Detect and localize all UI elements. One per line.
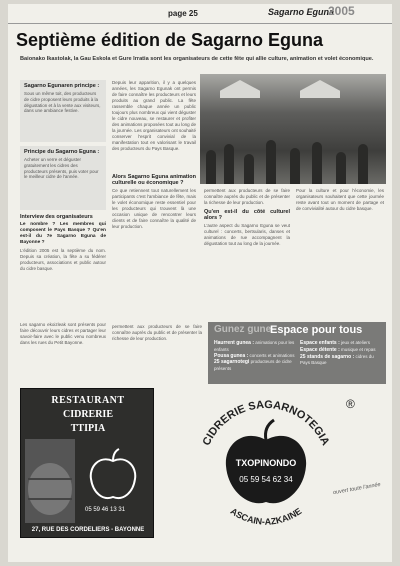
- info-box-rules: [20, 146, 106, 210]
- person-shape: [244, 154, 254, 184]
- column-text: Ce que retiennent tout naturellement les participants c'est l'ambiance de fête, mais le volet économique reste essentiel pour les producteurs qui trouvent là une occasion unique de rencontrer leurs clients et de faire connaître la qualité de leur production.: [112, 188, 196, 229]
- person-shape: [224, 144, 234, 184]
- article-column-4: Pour la culture et pour l'économie, les organisateurs souhaitent que cette journée reste avant tout un moment de partage et de convivialité autour du cidre basque.: [296, 188, 384, 211]
- column-subheading: Alors Sagarno Eguna animation culturelle ou économique ?: [112, 174, 196, 186]
- banner-item: Haurrent gunea : animations pour les enfants: [214, 340, 295, 352]
- person-shape: [312, 142, 322, 184]
- header-brand: Sagarno Eguna: [268, 7, 335, 17]
- column-text: permettent aux producteurs de se faire connaître auprès du public et de présenter la richesse de leur production.: [204, 188, 290, 205]
- banner-item: 25 sagarnotegi producteurs de cidre présents: [214, 359, 292, 372]
- ad-line-restaurant: RESTAURANT: [51, 395, 125, 406]
- ad-phone: 05 59 54 62 34: [239, 475, 293, 484]
- article-lede: Baionako Ikastolak, la Gau Eskola et Gure Irratia sont les organisateurs de cette fête qui allie culture, animation et volet économique.: [20, 56, 374, 62]
- info-box-text: Sous un même toit, des producteurs de cidre proposent leurs produits à la dégustation et à la vente aux visiteurs, dans une ambiance festive.: [24, 91, 101, 114]
- txopinondo-logo: [164, 388, 386, 538]
- banner-title-french: Espace pour tous: [270, 324, 363, 336]
- person-shape: [266, 140, 276, 184]
- person-shape: [290, 148, 300, 184]
- page-number: page 25: [168, 9, 198, 18]
- article-column-2c: permettent aux producteurs de se faire connaître auprès du public et de présenter la richesse de leur production.: [112, 324, 202, 341]
- ad-arc-bottom-text: ASCAIN-AZKAINE: [228, 505, 304, 527]
- apple-icon: [226, 436, 306, 503]
- apple-icon: [85, 447, 141, 503]
- ad-restaurant-ttipia: [20, 388, 154, 538]
- interview-question: Le nombre ? Les membres qui composent le Pays Basque ? Qu'en est-il du 7e Sagarno Eguna de Bayonne ?: [20, 222, 106, 245]
- column-subheading: Qu'en est-il du côté culturel alors ?: [204, 209, 290, 221]
- tent-shape: [300, 80, 340, 98]
- info-box-text: Acheter un verre et déguster gratuitement les cidres des producteurs présents, puis voter pour le meilleur cidre de l'année.: [24, 157, 99, 180]
- interview-block: [20, 214, 106, 318]
- festival-crowd-photo: [200, 74, 386, 184]
- ad-phone: 05 59 46 13 31: [85, 507, 126, 513]
- article-column-2: Depuis leur apparition, il y a quelques années, les Sagarno Egunak ont permis de faire connaître les producteurs et leurs produits au grand public. La fête rassemble chaque année un public toujours plus nombreux qui vient déguster le cidre nouveau, se restaurer et profiter des animations proposées tout au long de la journée. Les organisateurs ont souhaité conserver l'esprit convivial de la manifestation tout en valorisant le travail des producteurs du Pays Basque.: [112, 80, 196, 151]
- person-shape: [336, 152, 346, 184]
- info-box-title: Principe du Sagarno Eguna :: [24, 149, 100, 155]
- header-year: 2005: [328, 4, 355, 18]
- barrel-icon: [25, 439, 75, 523]
- banner-left-list: [214, 340, 298, 372]
- interview-heading: Interview des organisateurs: [20, 214, 93, 220]
- article-column-3: [204, 188, 290, 318]
- article-title: Septième édition de Sagarno Eguna: [16, 30, 324, 50]
- banner-item: Pousa gunea : concerts et animations: [214, 352, 295, 359]
- banner-title-basque: Gunez gune: [214, 324, 272, 335]
- ad-line-cidrerie: CIDRERIE: [62, 409, 113, 420]
- gunez-gune-banner: [208, 322, 386, 384]
- ad-arc-top-text: CIDRERIE SAGARNOTEGIA: [200, 398, 332, 448]
- article-column-2b: [112, 174, 196, 322]
- banner-item: Espace enfants : jeux et ateliers: [300, 340, 371, 346]
- article-column-1: Les sagarno ekoizleak sont présents pour faire découvrir leurs cidres et partager leur savoir-faire avec le public venu nombreux dans les rues du Petit Bayonne.: [20, 322, 106, 345]
- interview-text: L'édition 2005 est la septième du nom. Depuis sa création, la fête a su fédérer producteurs, associations et public autour du cidre basque.: [20, 248, 106, 271]
- banner-item: Espace détente : musique et repas: [300, 346, 376, 353]
- column-text: L'autre aspect du Sagarno Eguna se veut culturel : concerts, bertsularis, danses et animations de rue accompagnent la dégustation tout au long de la journée.: [204, 223, 290, 246]
- banner-right-list: [300, 340, 384, 366]
- ad-brand-name: TXOPINONDO: [235, 458, 297, 468]
- newspaper-page: [8, 4, 392, 562]
- info-box-principle: [20, 80, 106, 142]
- person-shape: [206, 150, 216, 184]
- ad-txopinondo: [164, 388, 386, 538]
- banner-item: 25 stands de sagarno : cidres du Pays Basque: [300, 353, 374, 366]
- person-shape: [358, 144, 368, 184]
- registered-mark: ®: [346, 397, 355, 411]
- barrel-photo: [25, 439, 75, 523]
- ad-line-name: TTIPIA: [70, 423, 106, 434]
- page-header: [8, 4, 392, 24]
- ad-address: 27, RUE DES CORDELIERS - BAYONNE: [31, 527, 145, 533]
- ad-tagline: ouvert toute l'année: [332, 481, 382, 497]
- info-box-title: Sagarno Egunaren principe :: [24, 83, 100, 89]
- tent-shape: [220, 80, 260, 98]
